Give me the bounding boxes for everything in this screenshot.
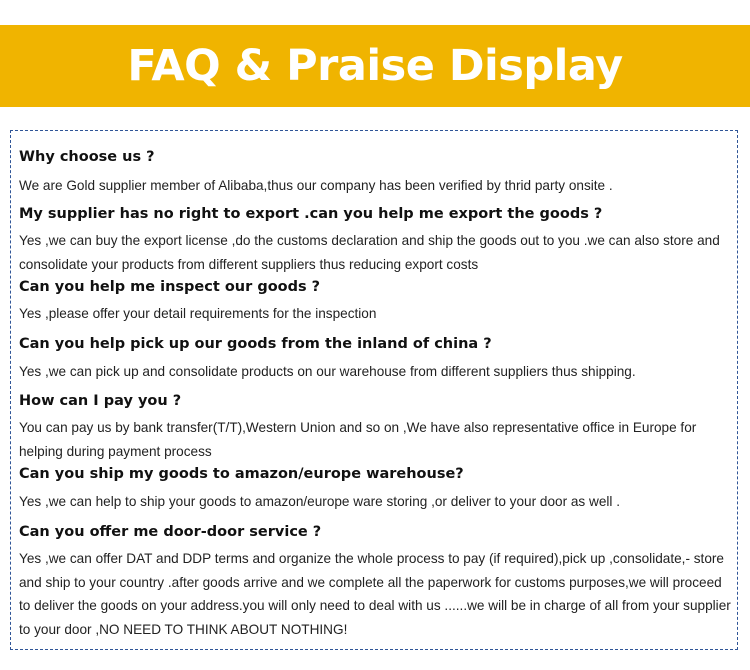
- page-title: FAQ & Praise Display: [127, 41, 623, 91]
- faq-box: [10, 130, 738, 650]
- header-banner: [0, 25, 750, 107]
- faq-question: My supplier has no right to export .can you help me export the goods ?: [19, 206, 603, 222]
- faq-answer: You can pay us by bank transfer(T/T),Western Union and so on ,We have also representative office in Europe for helping during payment process: [19, 420, 697, 459]
- faq-item: [19, 147, 731, 198]
- faq-answer: Yes ,we can offer DAT and DDP terms and organize the whole process to pay (if required),pick up ,consolidate,- store and ship to your country .after goods arrive and we complete all the paperwork for customs purposes,we will proceed to deliver the goods on your address.you will only need to deal with us ......we will be in charge of all from your supplier to your door ,NO NEED TO THINK ABOUT NOTHING!: [19, 551, 731, 637]
- faq-item: [19, 334, 731, 384]
- faq-answer: We are Gold supplier member of Alibaba,thus our company has been verified by thrid party onsite .: [19, 178, 613, 193]
- faq-question: Can you offer me door-door service ?: [19, 524, 322, 540]
- faq-question: Can you help pick up our goods from the inland of china ?: [19, 336, 492, 352]
- faq-item: [19, 464, 731, 514]
- faq-answer: Yes ,we can buy the export license ,do the customs declaration and ship the goods out to you .we can also store and consolidate your products from different suppliers thus reducing export costs: [19, 233, 720, 272]
- faq-question: Can you help me inspect our goods ?: [19, 279, 321, 295]
- faq-question: How can I pay you ?: [19, 393, 182, 409]
- faq-question: Why choose us ?: [19, 149, 155, 165]
- faq-item: [19, 204, 731, 276]
- faq-item: [19, 391, 731, 463]
- faq-item: [19, 522, 731, 641]
- faq-question: Can you ship my goods to amazon/europe warehouse?: [19, 466, 464, 482]
- faq-answer: Yes ,we can help to ship your goods to amazon/europe ware storing ,or deliver to your door as well .: [19, 494, 620, 509]
- faq-item: [19, 277, 731, 326]
- faq-answer: Yes ,we can pick up and consolidate products on our warehouse from different suppliers thus shipping.: [19, 364, 636, 379]
- faq-answer: Yes ,please offer your detail requirements for the inspection: [19, 306, 377, 321]
